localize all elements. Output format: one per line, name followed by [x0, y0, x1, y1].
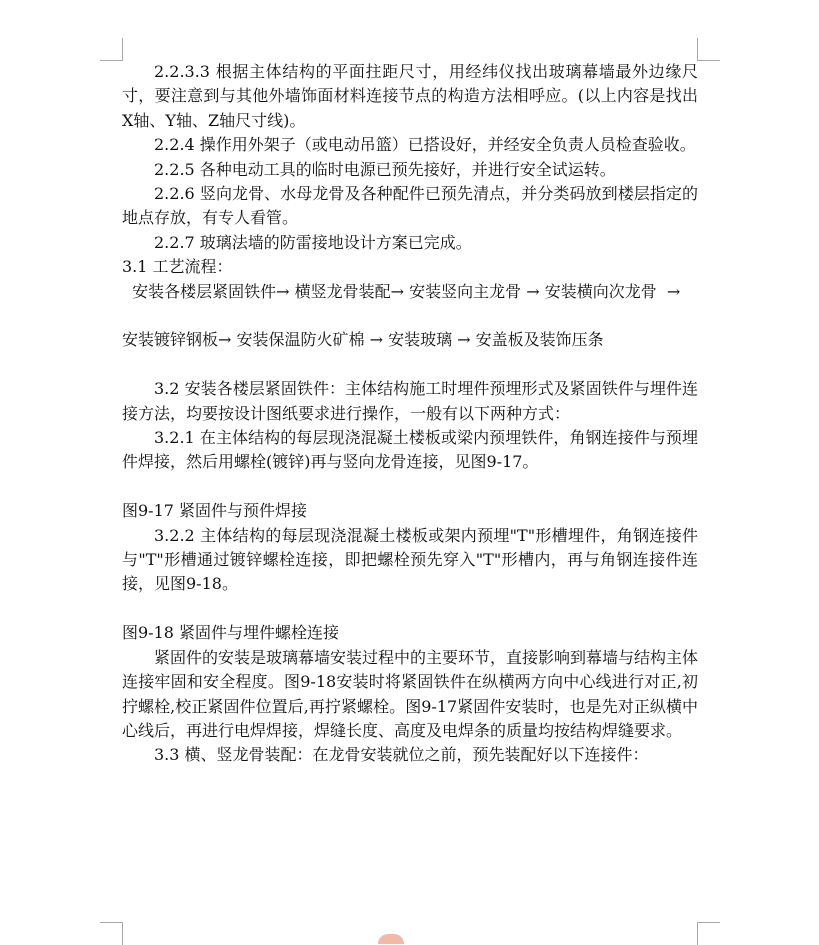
- paragraph-2-2-6: 2.2.6 竖向龙骨、水母龙骨及各种配件已预先清点，并分类码放到楼层指定的地点存放，有专人看管。: [122, 184, 698, 228]
- blank-line: [122, 597, 698, 621]
- document-body: [122, 60, 698, 768]
- margin-corner-mark: [100, 922, 123, 945]
- blank-line: [122, 304, 698, 328]
- paragraph-3-2-2: 3.2.2 主体结构的每层现浇混凝土楼板或架内预埋"T"形槽埋件，角钢连接件与"T"形槽通过镀锌螺栓连接，即把螺栓预先穿入"T"形槽内，再与角钢连接件连接，见图9-18。: [122, 525, 698, 594]
- margin-corner-mark: [697, 38, 720, 61]
- heading-3-1: 3.1 工艺流程：: [122, 257, 233, 277]
- margin-corner-mark: [100, 38, 123, 61]
- paragraph-fastener-install: 紧固件的安装是玻璃幕墙安装过程中的主要环节，直接影响到幕墙与结构主体连接牢固和安全程度。图9-18安装时将紧固铁件在纵横两方向中心线进行对正,初拧螺栓,校正紧固件位置后,再拧紧螺栓。图9-17紧固件安装时，也是先对正纵横中心线后，再进行电焊焊接，焊缝长度、高度及电焊条的质量均按结构焊缝要求。: [122, 647, 699, 740]
- margin-corner-mark: [697, 922, 720, 945]
- process-flow-line-2: 安装镀锌钢板→ 安装保温防火矿棉 → 安装玻璃 → 安盖板及装饰压条: [122, 330, 604, 350]
- blank-line: [122, 353, 698, 377]
- paragraph-2-2-3-3: 2.2.3.3 根据主体结构的平面拄距尺寸，用经纬仪找出玻璃幕墙最外边缘尺寸，要注意到与其他外墙饰面材料连接节点的构造方法相呼应。(以上内容是找出X轴、Y轴、Z轴尺寸线)。: [122, 62, 698, 130]
- paragraph-2-2-7: 2.2.7 玻璃法墙的防雷接地设计方案已完成。: [154, 232, 472, 252]
- paragraph-3-2: 3.2 安装各楼层紧固铁件：主体结构施工时埋件预埋形式及紧固铁件与埋件连接方法，均要按设计图纸要求进行操作，一般有以下两种方式：: [122, 379, 698, 423]
- figure-caption-9-18: 图9-18 紧固件与埋件螺栓连接: [122, 623, 340, 643]
- paragraph-3-3: 3.3 横、竖龙骨装配：在龙骨安装就位之前，预先装配好以下连接件：: [154, 745, 649, 765]
- figure-caption-9-17: 图9-17 紧固件与预件焊接: [122, 501, 308, 521]
- process-flow-line-1: 安装各楼层紧固铁件→ 横竖龙骨装配→ 安装竖向主龙骨 → 安装横向次龙骨 →: [122, 281, 681, 301]
- blank-line: [122, 475, 698, 499]
- paragraph-2-2-4: 2.2.4 操作用外架子（或电动吊篮）已搭设好，并经安全负责人员检查验收。: [154, 135, 696, 155]
- paragraph-2-2-5: 2.2.5 各种电动工具的临时电源已预先接好，并进行安全试运转。: [154, 159, 616, 179]
- bottom-decoration: [378, 934, 404, 944]
- paragraph-3-2-1: 3.2.1 在主体结构的每层现浇混凝土楼板或梁内预埋铁件，角钢连接件与预埋件焊接，然后用螺栓(镀锌)再与竖向龙骨连接，见图9-17。: [122, 428, 698, 472]
